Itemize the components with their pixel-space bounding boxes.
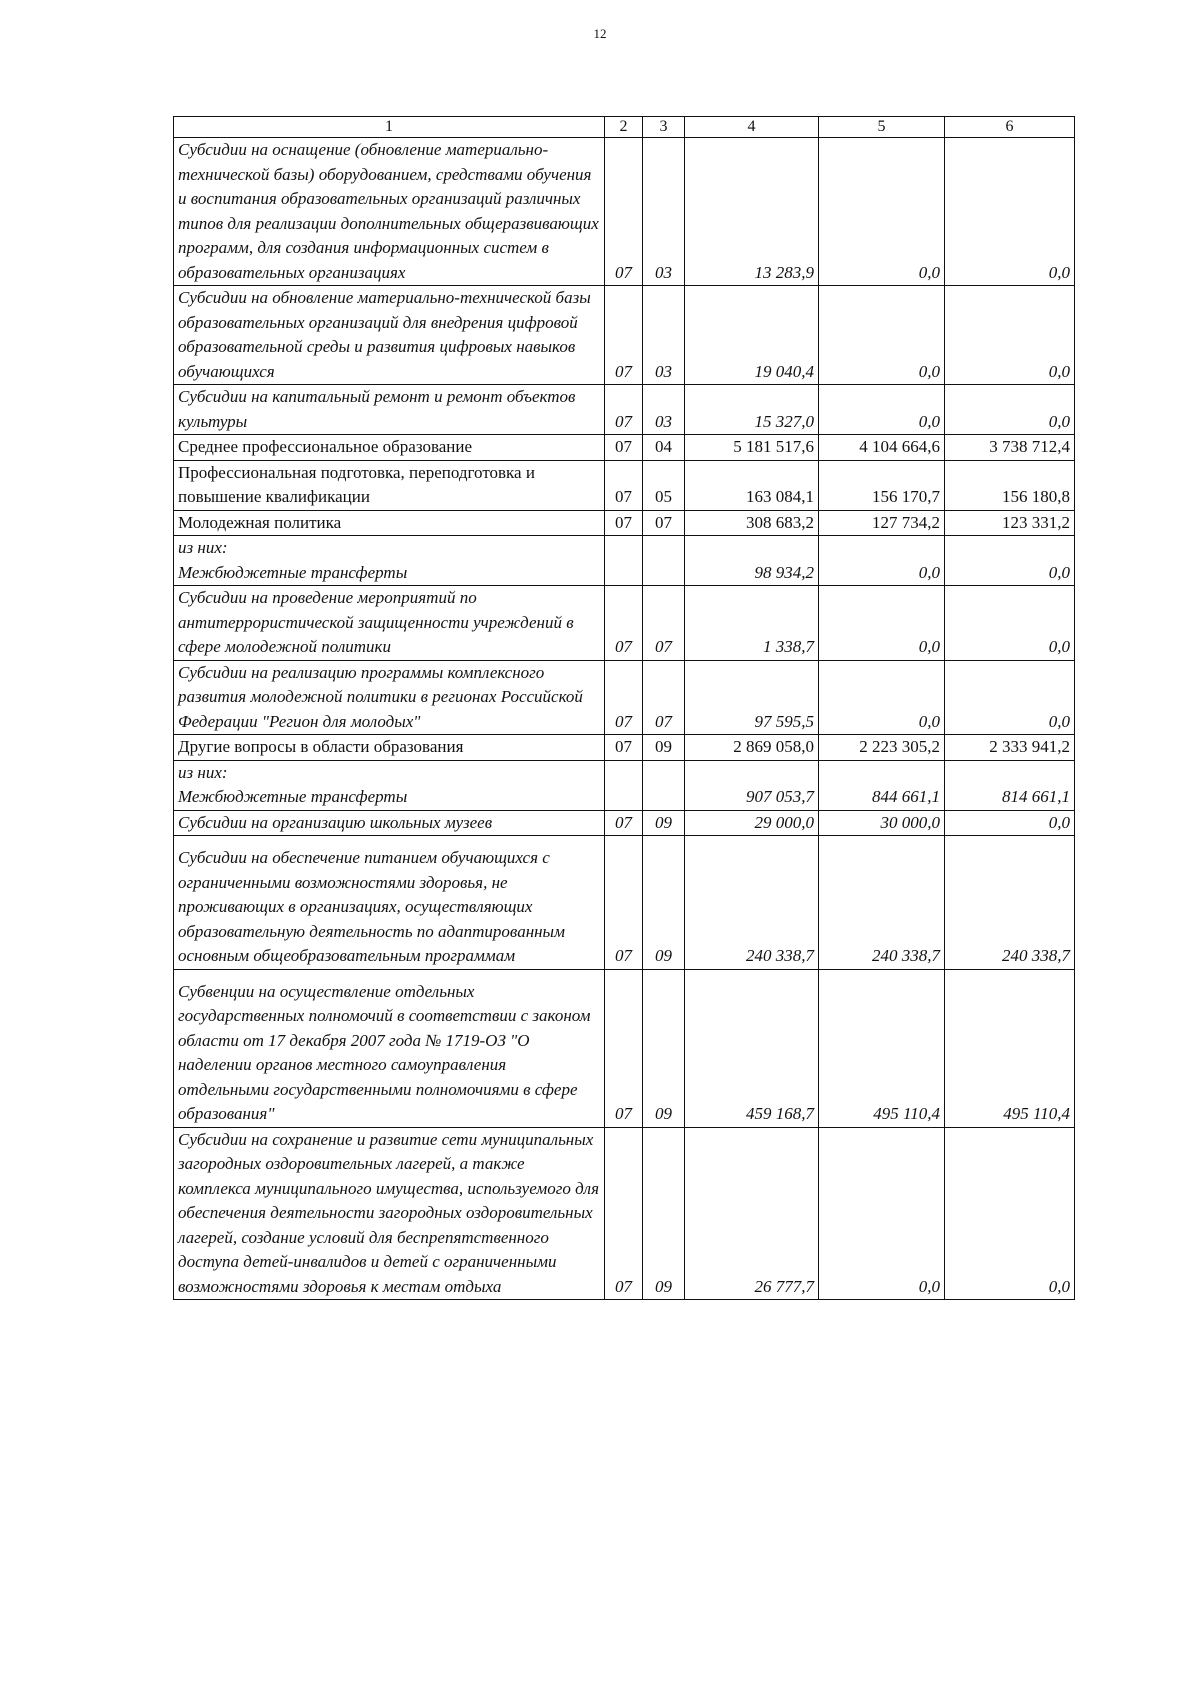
subsection-code: 03	[643, 138, 685, 286]
column-number: 1	[174, 117, 605, 138]
row-description: Молодежная политика	[174, 510, 605, 536]
row-description: Субсидии на обеспечение питанием обучающихся с ограниченными возможностями здоровья, не проживающих в организациях, осуществляющих образовательную деятельность по адаптированным основным общеобразовательным программам	[174, 836, 605, 970]
subsection-code	[643, 760, 685, 810]
section-code: 07	[605, 460, 643, 510]
amount-column-4: 1 338,7	[685, 586, 819, 661]
row-description: Субсидии на обновление материально-технической базы образовательных организаций для внедрения цифровой образовательной среды и развития цифровых навыков обучающихся	[174, 286, 605, 385]
amount-column-6: 0,0	[945, 385, 1075, 435]
table-row	[174, 536, 1075, 586]
row-description: Субсидии на капитальный ремонт и ремонт объектов культуры	[174, 385, 605, 435]
subsection-code: 09	[643, 1127, 685, 1300]
section-code	[605, 536, 643, 586]
section-code: 07	[605, 510, 643, 536]
amount-column-4: 26 777,7	[685, 1127, 819, 1300]
row-description: из них: Межбюджетные трансферты	[174, 760, 605, 810]
section-code: 07	[605, 969, 643, 1127]
section-code: 07	[605, 286, 643, 385]
row-description: Субсидии на проведение мероприятий по антитеррористической защищенности учреждений в сфере молодежной политики	[174, 586, 605, 661]
row-description: Другие вопросы в области образования	[174, 735, 605, 761]
row-description: Субсидии на организацию школьных музеев	[174, 810, 605, 836]
row-description: Среднее профессиональное образование	[174, 435, 605, 461]
amount-column-6: 3 738 712,4	[945, 435, 1075, 461]
amount-column-4: 308 683,2	[685, 510, 819, 536]
amount-column-4: 29 000,0	[685, 810, 819, 836]
table-row	[174, 760, 1075, 810]
subsection-code: 04	[643, 435, 685, 461]
subsection-code: 09	[643, 969, 685, 1127]
budget-table-body	[174, 117, 1075, 1300]
table-row	[174, 286, 1075, 385]
amount-column-5: 2 223 305,2	[819, 735, 945, 761]
amount-column-5: 0,0	[819, 586, 945, 661]
amount-column-5: 844 661,1	[819, 760, 945, 810]
amount-column-4: 240 338,7	[685, 836, 819, 970]
table-row	[174, 810, 1075, 836]
amount-column-6: 0,0	[945, 586, 1075, 661]
section-code: 07	[605, 836, 643, 970]
amount-column-5: 156 170,7	[819, 460, 945, 510]
row-description: Субвенции на осуществление отдельных государственных полномочий в соответствии с законом области от 17 декабря 2007 года № 1719-ОЗ "О наделении органов местного самоуправления отдельными государственными полномочиями в сфере образования"	[174, 969, 605, 1127]
amount-column-4: 13 283,9	[685, 138, 819, 286]
amount-column-4: 907 053,7	[685, 760, 819, 810]
subsection-code	[643, 536, 685, 586]
amount-column-5: 0,0	[819, 660, 945, 735]
amount-column-5: 495 110,4	[819, 969, 945, 1127]
table-row	[174, 660, 1075, 735]
section-code: 07	[605, 138, 643, 286]
row-description: Профессиональная подготовка, переподготовка и повышение квалификации	[174, 460, 605, 510]
amount-column-4: 97 595,5	[685, 660, 819, 735]
row-description: Субсидии на оснащение (обновление материально-технической базы) оборудованием, средствами обучения и воспитания образовательных организаций различных типов для реализации дополнительных общеразвивающих программ, для создания информационных систем в образовательных организациях	[174, 138, 605, 286]
subsection-code: 09	[643, 735, 685, 761]
section-code: 07	[605, 586, 643, 661]
amount-column-5: 0,0	[819, 138, 945, 286]
amount-column-5: 0,0	[819, 385, 945, 435]
amount-column-5: 240 338,7	[819, 836, 945, 970]
amount-column-6: 814 661,1	[945, 760, 1075, 810]
amount-column-4: 2 869 058,0	[685, 735, 819, 761]
row-description: из них: Межбюджетные трансферты	[174, 536, 605, 586]
row-description: Субсидии на реализацию программы комплексного развития молодежной политики в регионах Российской Федерации "Регион для молодых"	[174, 660, 605, 735]
amount-column-4: 459 168,7	[685, 969, 819, 1127]
amount-column-6: 156 180,8	[945, 460, 1075, 510]
amount-column-5: 4 104 664,6	[819, 435, 945, 461]
amount-column-4: 5 181 517,6	[685, 435, 819, 461]
section-code: 07	[605, 810, 643, 836]
page-number: 12	[593, 26, 607, 41]
amount-column-5: 127 734,2	[819, 510, 945, 536]
subsection-code: 07	[643, 586, 685, 661]
table-row	[174, 586, 1075, 661]
subsection-code: 03	[643, 385, 685, 435]
table-row	[174, 385, 1075, 435]
amount-column-5: 30 000,0	[819, 810, 945, 836]
amount-column-6: 0,0	[945, 286, 1075, 385]
section-code: 07	[605, 435, 643, 461]
section-code: 07	[605, 1127, 643, 1300]
amount-column-6: 123 331,2	[945, 510, 1075, 536]
column-number: 5	[819, 117, 945, 138]
table-row	[174, 460, 1075, 510]
section-code	[605, 760, 643, 810]
amount-column-5: 0,0	[819, 1127, 945, 1300]
amount-column-6: 0,0	[945, 1127, 1075, 1300]
amount-column-6: 0,0	[945, 660, 1075, 735]
amount-column-6: 2 333 941,2	[945, 735, 1075, 761]
column-number: 2	[605, 117, 643, 138]
subsection-code: 07	[643, 660, 685, 735]
table-row	[174, 836, 1075, 970]
amount-column-6: 240 338,7	[945, 836, 1075, 970]
table-row	[174, 435, 1075, 461]
amount-column-4: 163 084,1	[685, 460, 819, 510]
amount-column-6: 0,0	[945, 536, 1075, 586]
amount-column-6: 0,0	[945, 810, 1075, 836]
amount-column-4: 15 327,0	[685, 385, 819, 435]
subsection-code: 03	[643, 286, 685, 385]
column-number: 3	[643, 117, 685, 138]
subsection-code: 07	[643, 510, 685, 536]
subsection-code: 09	[643, 836, 685, 970]
amount-column-4: 19 040,4	[685, 286, 819, 385]
column-number: 4	[685, 117, 819, 138]
table-row	[174, 735, 1075, 761]
table-row	[174, 969, 1075, 1127]
budget-table	[173, 116, 1075, 1300]
table-row	[174, 138, 1075, 286]
amount-column-5: 0,0	[819, 536, 945, 586]
table-row	[174, 1127, 1075, 1300]
section-code: 07	[605, 735, 643, 761]
section-code: 07	[605, 660, 643, 735]
subsection-code: 09	[643, 810, 685, 836]
section-code: 07	[605, 385, 643, 435]
amount-column-6: 0,0	[945, 138, 1075, 286]
column-number-row	[174, 117, 1075, 138]
column-number: 6	[945, 117, 1075, 138]
subsection-code: 05	[643, 460, 685, 510]
amount-column-5: 0,0	[819, 286, 945, 385]
amount-column-4: 98 934,2	[685, 536, 819, 586]
table-row	[174, 510, 1075, 536]
row-description: Субсидии на сохранение и развитие сети муниципальных загородных оздоровительных лагерей, а также комплекса муниципального имущества, используемого для обеспечения деятельности загородных оздоровительных лагерей, создание условий для беспрепятственного доступа детей-инвалидов и детей с ограниченными возможностями здоровья к местам отдыха	[174, 1127, 605, 1300]
amount-column-6: 495 110,4	[945, 969, 1075, 1127]
